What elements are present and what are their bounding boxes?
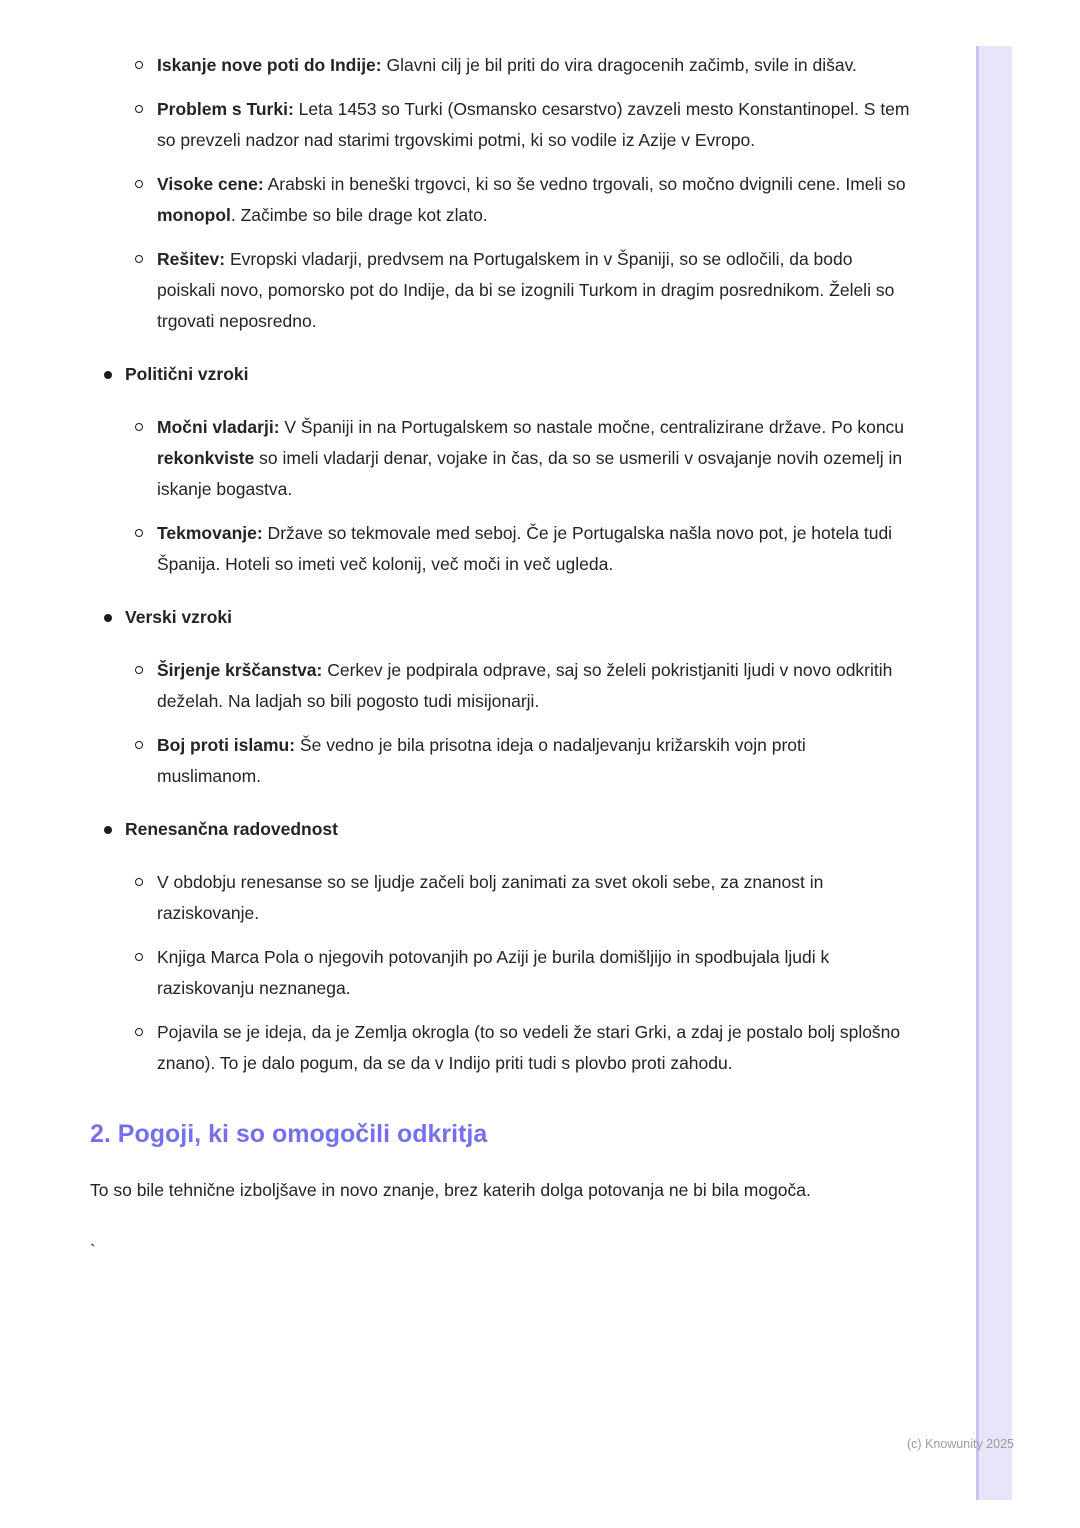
page-side-strip [976, 46, 1012, 1500]
list-item [90, 169, 935, 231]
list-item-text: Visoke cene: Arabski in beneški trgovci, ki so še vedno trgovali, so močno dvignili cene. Imeli so monopol. Začimbe so bile drage kot zlato. [157, 174, 906, 225]
circle-bullet-icon [135, 423, 143, 431]
list-item-text: Rešitev: Evropski vladarji, predvsem na Portugalskem in v Španiji, so se odločili, da bodo poiskali novo, pomorsko pot do Indije, da bi se izognili Turkom in dragim posrednikom. Želeli so trgovati neposredno. [157, 249, 895, 331]
list-item-text: Širjenje krščanstva: Cerkev je podpirala odprave, saj so želeli pokristjaniti ljudi v novo odkritih deželah. Na ladjah so bili pogosto tudi misijonarji. [157, 660, 893, 711]
list-item-heading [90, 359, 935, 390]
list-item-text: Močni vladarji: V Španiji in na Portugalskem so nastale močne, centralizirane države. Po koncu rekonkviste so imeli vladarji denar, vojake in čas, da so se usmerili v osvajanje novih ozemelj in iskanje bogastva. [157, 417, 905, 499]
circle-bullet-icon [135, 953, 143, 961]
list-item-text: Knjiga Marca Pola o njegovih potovanjih po Aziji je burila domišljijo in spodbujala ljudi k raziskovanju neznanega. [157, 947, 830, 998]
list-item [90, 730, 935, 792]
list-item [90, 1017, 935, 1079]
list-item [90, 244, 935, 337]
list-item-text: Tekmovanje: Države so tekmovale med seboj. Če je Portugalska našla novo pot, je hotela tudi Španija. Hoteli so imeti več kolonij, več moči in več ugleda. [157, 523, 893, 574]
list-item-text: Pojavila se je ideja, da je Zemlja okrogla (to so vedeli že stari Grki, a zdaj je postalo bolj splošno znano). To je dalo pogum, da se da v Indijo priti tudi s plovbo proti zahodu. [157, 1022, 901, 1073]
list-item [90, 94, 935, 156]
circle-bullet-icon [135, 741, 143, 749]
document-content [90, 50, 935, 1267]
circle-bullet-icon [135, 1028, 143, 1036]
list-item [90, 867, 935, 929]
disc-bullet-icon [104, 826, 112, 834]
stray-character: ` [90, 1241, 96, 1261]
circle-bullet-icon [135, 105, 143, 113]
list-item-heading [90, 814, 935, 845]
disc-bullet-icon [104, 371, 112, 379]
list-item-heading [90, 602, 935, 633]
list-item-text: Politični vzroki [125, 364, 249, 384]
list-item-text: Verski vzroki [125, 607, 233, 627]
circle-bullet-icon [135, 255, 143, 263]
list-item [90, 655, 935, 717]
body-paragraph: To so bile tehnične izboljšave in novo znanje, brez katerih dolga potovanja ne bi bila mogoča. [90, 1180, 811, 1200]
circle-bullet-icon [135, 878, 143, 886]
list-item-text: Boj proti islamu: Še vedno je bila prisotna ideja o nadaljevanju križarskih vojn proti muslimanom. [157, 735, 806, 786]
list-item-text: V obdobju renesanse so se ljudje začeli bolj zanimati za svet okoli sebe, za znanost in raziskovanje. [157, 872, 824, 923]
section-heading: 2. Pogoji, ki so omogočili odkritja [90, 1120, 488, 1148]
list-item [90, 412, 935, 505]
list-item-text: Problem s Turki: Leta 1453 so Turki (Osmansko cesarstvo) zavzeli mesto Konstantinopel. S tem so prevzeli nadzor nad starimi trgovskimi potmi, ki so vodile iz Azije v Evropo. [157, 99, 910, 150]
circle-bullet-icon [135, 180, 143, 188]
disc-bullet-icon [104, 614, 112, 622]
list-item [90, 942, 935, 1004]
list-item-text: Renesančna radovednost [125, 819, 338, 839]
copyright-footer: (c) Knowunity 2025 [906, 1437, 1014, 1451]
list-item [90, 50, 935, 81]
list-item [90, 518, 935, 580]
circle-bullet-icon [135, 61, 143, 69]
circle-bullet-icon [135, 666, 143, 674]
circle-bullet-icon [135, 529, 143, 537]
list-item-text: Iskanje nove poti do Indije: Glavni cilj je bil priti do vira dragocenih začimb, svile in dišav. [157, 55, 857, 75]
